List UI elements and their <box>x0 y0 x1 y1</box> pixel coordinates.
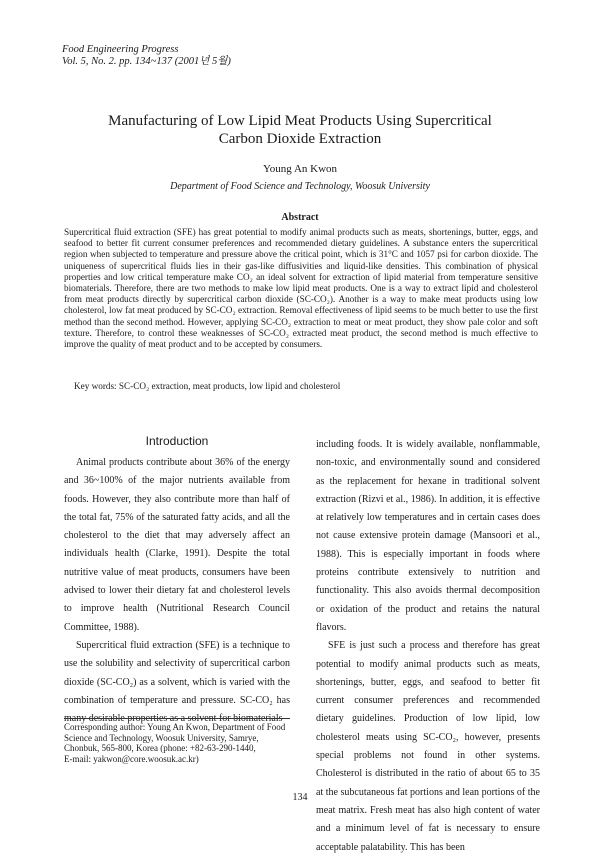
journal-name: Food Engineering Progress <box>62 44 179 55</box>
body-paragraph: Animal products contribute about 36% of the energy and 36~100% of the major nutrients available from foods. However, they also contribute more than half of the total fat, 75% of the saturated fatty acids, and all the cholesterol to the diet that may adversely affect an individuals health (Clarke, 1991). Despite the total nutritive value of meat products, consumers have been advised to lower their dietary fat and cholesterol levels to improve health (Nutritional Research Council Committee, 1988). <box>64 457 290 633</box>
body-paragraph: including foods. It is widely available, nonflammable, non-toxic, and environmentally sound and considered as the replacement for hexane in traditional solvent extraction (Rizvi et al., 1986). In addition, it is effective at relatively low temperatures and in certain cases does not cause extensive protein damage (Mansoori et al., 1988). This is especially important in foods where proteins contribute extensively to nutrition and functionality. This also avoids thermal decomposition or oxidation of the product and retains the natural flavors. <box>316 439 540 633</box>
author-name: Young An Kwon <box>262 163 338 175</box>
footnote-line: E-mail: yakwon@core.woosuk.ac.kr) <box>64 753 199 764</box>
footnote-line: Corresponding author: Young An Kwon, Department of Food <box>64 722 286 732</box>
body-paragraph: Supercritical fluid extraction (SFE) is a technique to use the solubility and selectivity of supercritical carbon dioxide (SC-CO₂) as a solvent, which is varied with the combination of temperature and pressure. SC-CO₂ has many desirable properties as a solvent for biomaterials <box>64 639 290 725</box>
journal-header <box>62 44 231 68</box>
footnote-line: Science and Technology, Woosuk University, Samrye, <box>64 732 259 743</box>
paper-title <box>60 112 540 148</box>
author-affiliation: Department of Food Science and Technology, Woosuk University <box>170 181 430 192</box>
keywords: Key words: SC-CO₂ extraction, meat products, low lipid and cholesterol <box>74 381 341 391</box>
body-paragraph: SFE is just such a process and therefore has great potential to modify animal products such as meats, shortenings, butter, eggs, and seafood to better fit current consumer preferences and recommended dietary guidelines. Production of low lipid, low cholesterol meats using SC-CO₂, however, presents special problems not found in other systems. Cholesterol is distributed in the ratio of about 65 to 35 at the subcutaneous fat portions and lean portions of the meat matrix. Fresh meat has also high content of water and a minimum level of fat is necessary to ensure acceptable palatability. This has been <box>316 640 540 853</box>
corresponding-author-footnote <box>64 722 290 764</box>
title-line-1: Manufacturing of Low Lipid Meat Products Using Supercritical <box>108 113 492 129</box>
introduction-heading: Introduction <box>145 434 209 448</box>
journal-volume: Vol. 5, No. 2. pp. 134~137 (2001년 5월) <box>62 56 231 67</box>
title-line-2: Carbon Dioxide Extraction <box>218 131 382 147</box>
footnote-divider <box>64 718 290 719</box>
abstract-text: Supercritical fluid extraction (SFE) has great potential to modify animal products such as meats, shortenings, butter, eggs, and seafood to better fit current consumer preferences and recommended dietary guidelines. A substance enters the supercritical region when subjected to temperature and pressure above the critical point, which is 31°C and 1057 psi for carbon dioxide. The uniqueness of supercritical fluids lies in their gas-like diffusivities and liquid-like densities. This combination of physical properties and low critical temperature make CO₂ an ideal solvent for extraction of lipid material from temperature sensitive biomaterials. Therefore, there are two methods to make low lipid meat products. One is a way to extract lipid and cholesterol from meat products directly by supercritical carbon dioxide (SC-CO₂). Another is a way to make meat products using low cholesterol, low fat meat produced by SC-CO₂ extraction. Removal effectiveness of lipid seems to be much better to use the first method than the second method. However, applying SC-CO₂ extraction to meat or meat product, they show pale color and soft texture. Therefore, to control these weaknesses of SC-CO₂ extracted meat product, the second method is much effective to improve the quality of meat product and to be accepted by consumers. <box>64 227 538 350</box>
left-column <box>64 434 290 728</box>
footnote-line: Chonbuk, 565-800, Korea (phone: +82-63-290-1440, <box>64 743 256 754</box>
abstract-heading: Abstract <box>281 212 319 223</box>
page-number: 134 <box>292 792 308 803</box>
